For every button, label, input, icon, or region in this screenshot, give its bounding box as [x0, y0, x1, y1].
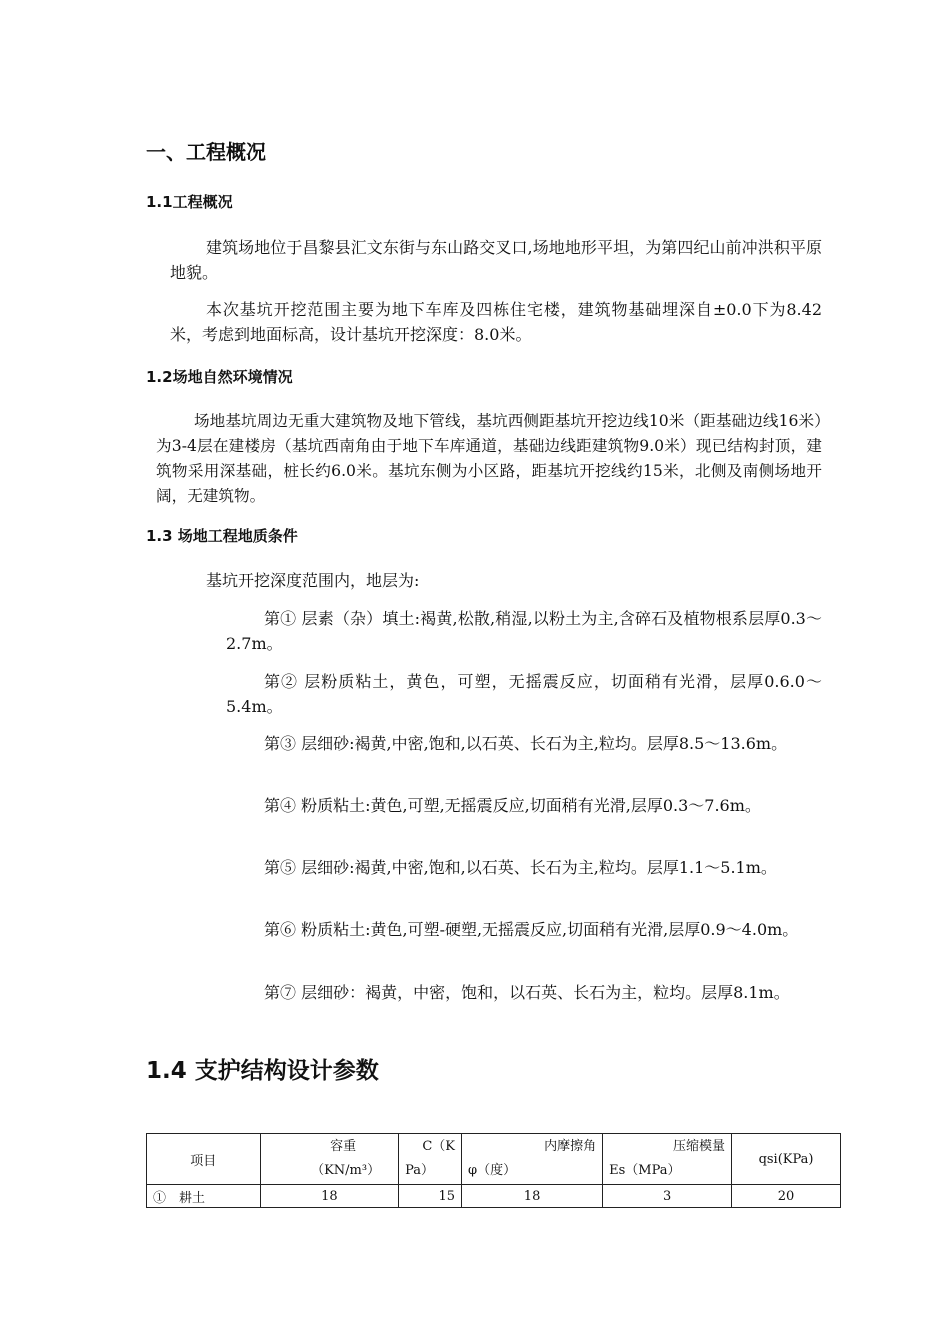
header-friction-angle-line1: 内摩擦角: [544, 1139, 597, 1154]
heading-1-2: 1.2场地自然环境情况: [146, 368, 293, 386]
paragraph-strata-intro: 基坑开挖深度范围内，地层为:: [206, 571, 420, 590]
cell-item: ① 耕土: [147, 1185, 261, 1208]
header-unit-weight: [260, 1134, 399, 1185]
header-cohesion-line2: Pa）: [405, 1163, 435, 1178]
stratum-layer-7: 第⑦ 层细砂：褐黄，中密，饱和，以石英、长石为主，粒均。层厚8.1m。: [264, 983, 790, 1002]
design-parameters-table: [146, 1133, 841, 1208]
cell-unit-weight: 18: [260, 1185, 399, 1208]
paragraph-excavation-scope: 本次基坑开挖范围主要为地下车库及四栋住宅楼，建筑物基础埋深自±0.0下为8.42米，考虑到地面标高，设计基坑开挖深度：8.0米。: [170, 300, 822, 344]
stratum-layer-5: 第⑤ 层细砂:褐黄,中密,饱和,以石英、长石为主,粒均。层厚1.1～5.1m。: [264, 858, 777, 877]
heading-1-1: 1.1工程概况: [146, 193, 233, 211]
paragraph-site-location: 建筑场地位于昌黎县汇文东街与东山路交叉口,场地地形平坦，为第四纪山前冲洪积平原地貌。: [170, 238, 822, 282]
table-header-row: [147, 1134, 841, 1185]
header-compression-modulus: [603, 1134, 732, 1185]
header-qsi: qsi(KPa): [732, 1134, 841, 1185]
header-unit-weight-line2: （KN/m³）: [311, 1163, 381, 1178]
stratum-layer-3: 第③ 层细砂:褐黄,中密,饱和,以石英、长石为主,粒均。层厚8.5～13.6m。: [264, 734, 788, 753]
header-compression-modulus-line2: Es（MPa）: [609, 1163, 681, 1178]
stratum-layer-2: 第② 层粉质粘土，黄色，可塑，无摇震反应，切面稍有光滑，层厚0.6.0～5.4m。: [226, 672, 822, 716]
header-item: 项目: [147, 1134, 261, 1185]
header-friction-angle-line2: φ（度）: [468, 1163, 517, 1178]
paragraph-environment: 场地基坑周边无重大建筑物及地下管线，基坑西侧距基坑开挖边线10米（距基础边线16米）为3-4层在建楼房（基坑西南角由于地下车库通道，基础边线距建筑物9.0米）现已结构封顶，建筑物采用深基础，桩长约6.0米。基坑东侧为小区路，距基坑开挖线约15米，北侧及南侧场地开阔，无建筑物。: [156, 412, 822, 505]
stratum-layer-6: 第⑥ 粉质粘土:黄色,可塑-硬塑,无摇震反应,切面稍有光滑,层厚0.9～4.0m。: [264, 920, 799, 939]
heading-1-4: 1.4 支护结构设计参数: [146, 1058, 379, 1084]
header-compression-modulus-line1: 压缩模量: [673, 1139, 726, 1154]
stratum-layer-1: 第① 层素（杂）填土:褐黄,松散,稍湿,以粉土为主,含碎石及植物根系层厚0.3～2.7m。: [226, 609, 822, 653]
header-friction-angle: [462, 1134, 603, 1185]
heading-1-3: 1.3 场地工程地质条件: [146, 527, 298, 545]
cell-friction-angle: 18: [462, 1185, 603, 1208]
header-unit-weight-line1: 容重: [330, 1139, 357, 1154]
header-cohesion: [399, 1134, 462, 1185]
section-title: 一、工程概况: [146, 140, 266, 164]
stratum-layer-4: 第④ 粉质粘土:黄色,可塑,无摇震反应,切面稍有光滑,层厚0.3～7.6m。: [264, 796, 761, 815]
cell-cohesion: 15: [399, 1185, 462, 1208]
header-cohesion-line1: C（K: [422, 1139, 456, 1154]
table-row: [147, 1185, 841, 1208]
cell-compression-modulus: 3: [603, 1185, 732, 1208]
cell-qsi: 20: [732, 1185, 841, 1208]
